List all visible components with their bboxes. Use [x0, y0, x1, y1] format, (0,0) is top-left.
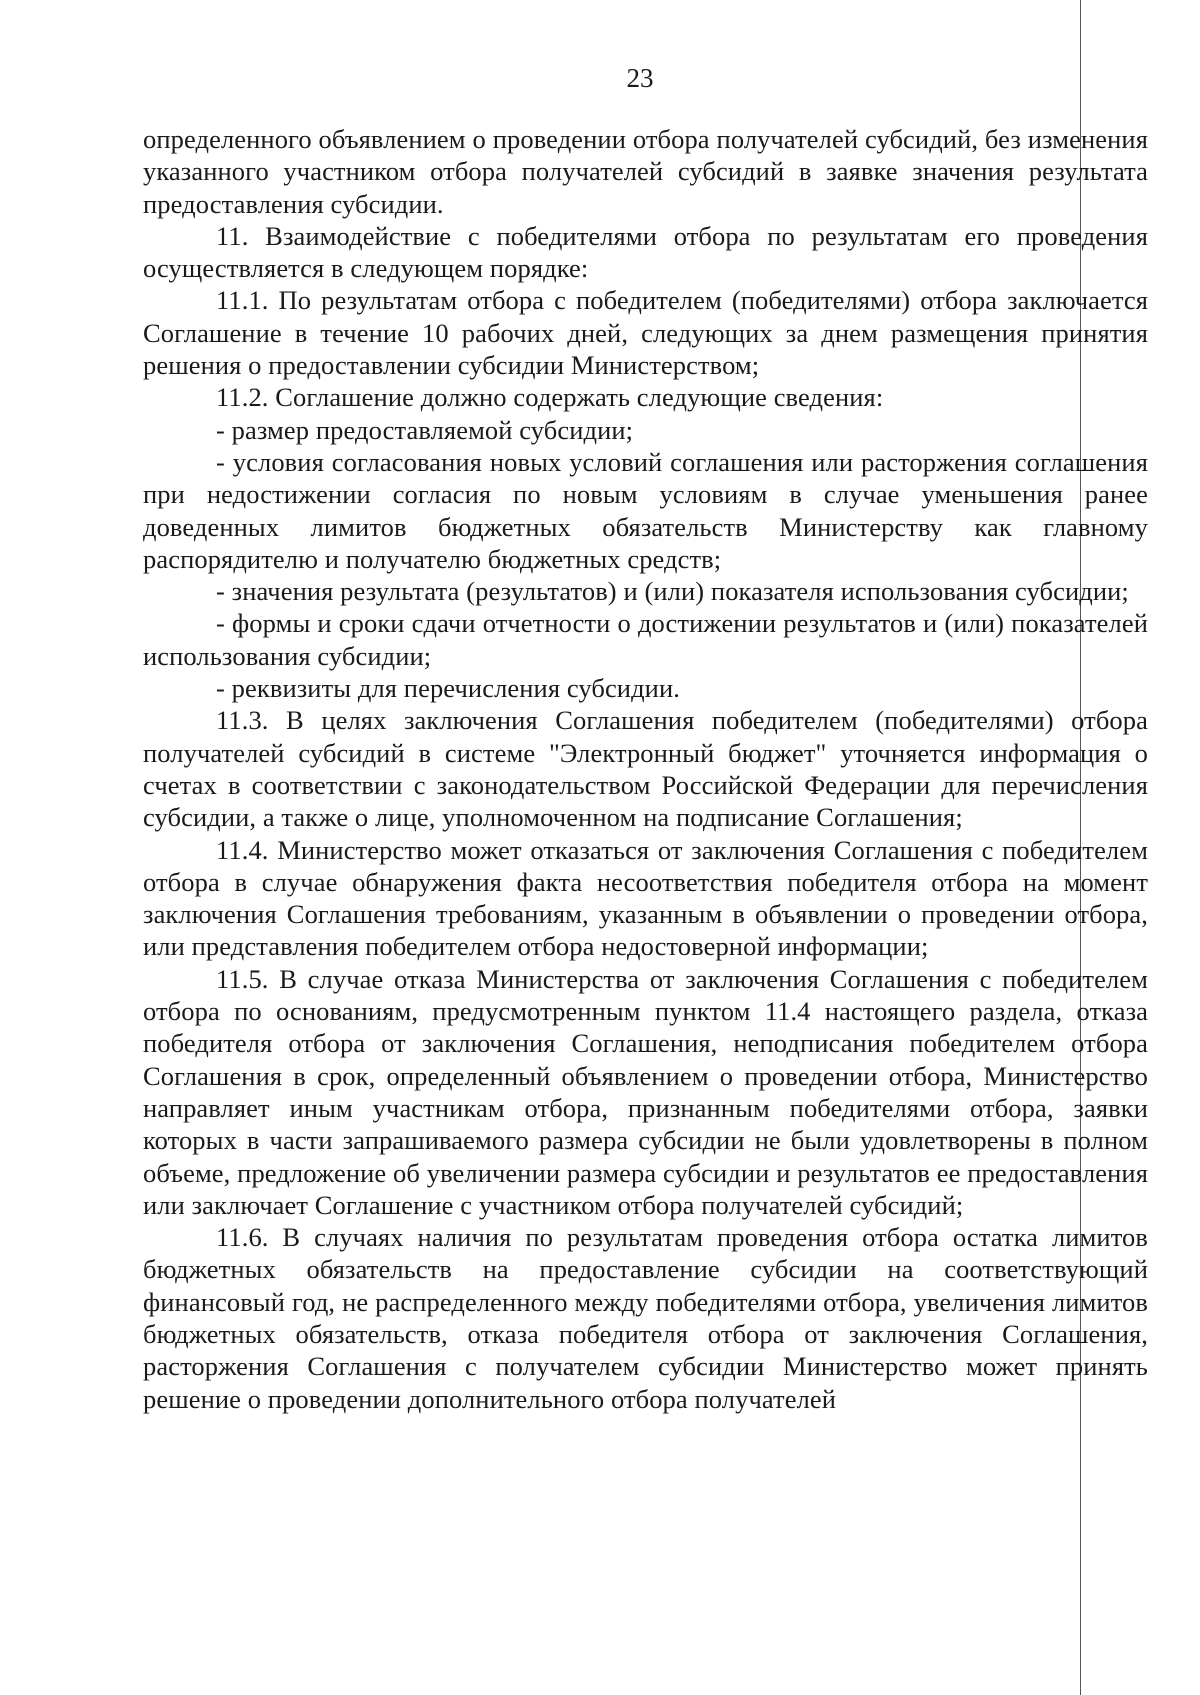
paragraph-clause-11-3: 11.3. В целях заключения Соглашения победителем (победителями) отбора получателей субсидий в системе "Электронный бюджет" уточняется информация о счетах в соответствии с законодательством Российской Федерации для перечисления субсидии, а также о лице, уполномоченном на подписание Соглашения; [143, 705, 1148, 833]
paragraph-clause-11-4: 11.4. Министерство может отказаться от заключения Соглашения с победителем отбора в случае обнаружения факта несоответствия победителя отбора на момент заключения Соглашения требованиям, указанным в объявлении о проведении отбора, или представления победителем отбора недостоверной информации; [143, 834, 1148, 962]
list-item-reporting-forms: - формы и сроки сдачи отчетности о достижении результатов и (или) показателей использования субсидии; [143, 608, 1148, 671]
list-item-agreement-conditions: - условия согласования новых условий соглашения или расторжения соглашения при недостижении согласия по новым условиям в случае уменьшения ранее доведенных лимитов бюджетных обязательств Министерству как главному распорядителю и получателю бюджетных средств; [143, 446, 1148, 574]
list-item-result-values: - значения результата (результатов) и (или) показателя использования субсидии; [216, 576, 1129, 607]
list-item-subsidy-size: - размер предоставляемой субсидии; [216, 414, 634, 445]
paragraph-clause-11-1: 11.1. По результатам отбора с победителем (победителями) отбора заключается Соглашение в течение 10 рабочих дней, следующих за днем размещения принятия решения о предоставлении субсидии Министерством; [143, 285, 1148, 381]
page-number: 23 [626, 63, 654, 93]
paragraph-clause-11: 11. Взаимодействие с победителями отбора по результатам его проведения осуществляется в следующем порядке: [143, 220, 1148, 284]
paragraph-clause-11-6: 11.6. В случаях наличия по результатам проведения отбора остатка лимитов бюджетных обязательств на предоставление субсидии на соответствующий финансовый год, не распределенного между победителями отбора, увеличения лимитов бюджетных обязательств, отказа победителя отбора от заключения Соглашения, расторжения Соглашения с получателем субсидии Министерство может принять решение о проведении дополнительного отбора получателей [143, 1222, 1148, 1414]
paragraph-clause-11-2: 11.2. Соглашение должно содержать следующие сведения: [216, 382, 884, 413]
paragraph-clause-11-5: 11.5. В случае отказа Министерства от заключения Соглашения с победителем отбора по основаниям, предусмотренным пунктом 11.4 настоящего раздела, отказа победителя отбора от заключения Соглашения, неподписания победителем отбора Соглашения в срок, определенный объявлением о проведении отбора, Министерство направляет иным участникам отбора, признанным победителями отбора, заявки которых в части запрашиваемого размера субсидии не были удовлетворены в полном объеме, предложение об увеличении размера субсидии и результатов ее предоставления или заключает Соглашение с участником отбора получателей субсидий; [143, 963, 1148, 1220]
document-body [143, 123, 1148, 1415]
paragraph-continuation: определенного объявлением о проведении отбора получателей субсидий, без изменения указанного участником отбора получателей субсидий в заявке значения результата предоставления субсидии. [143, 124, 1148, 219]
list-item-payment-details: - реквизиты для перечисления субсидии. [216, 673, 680, 704]
